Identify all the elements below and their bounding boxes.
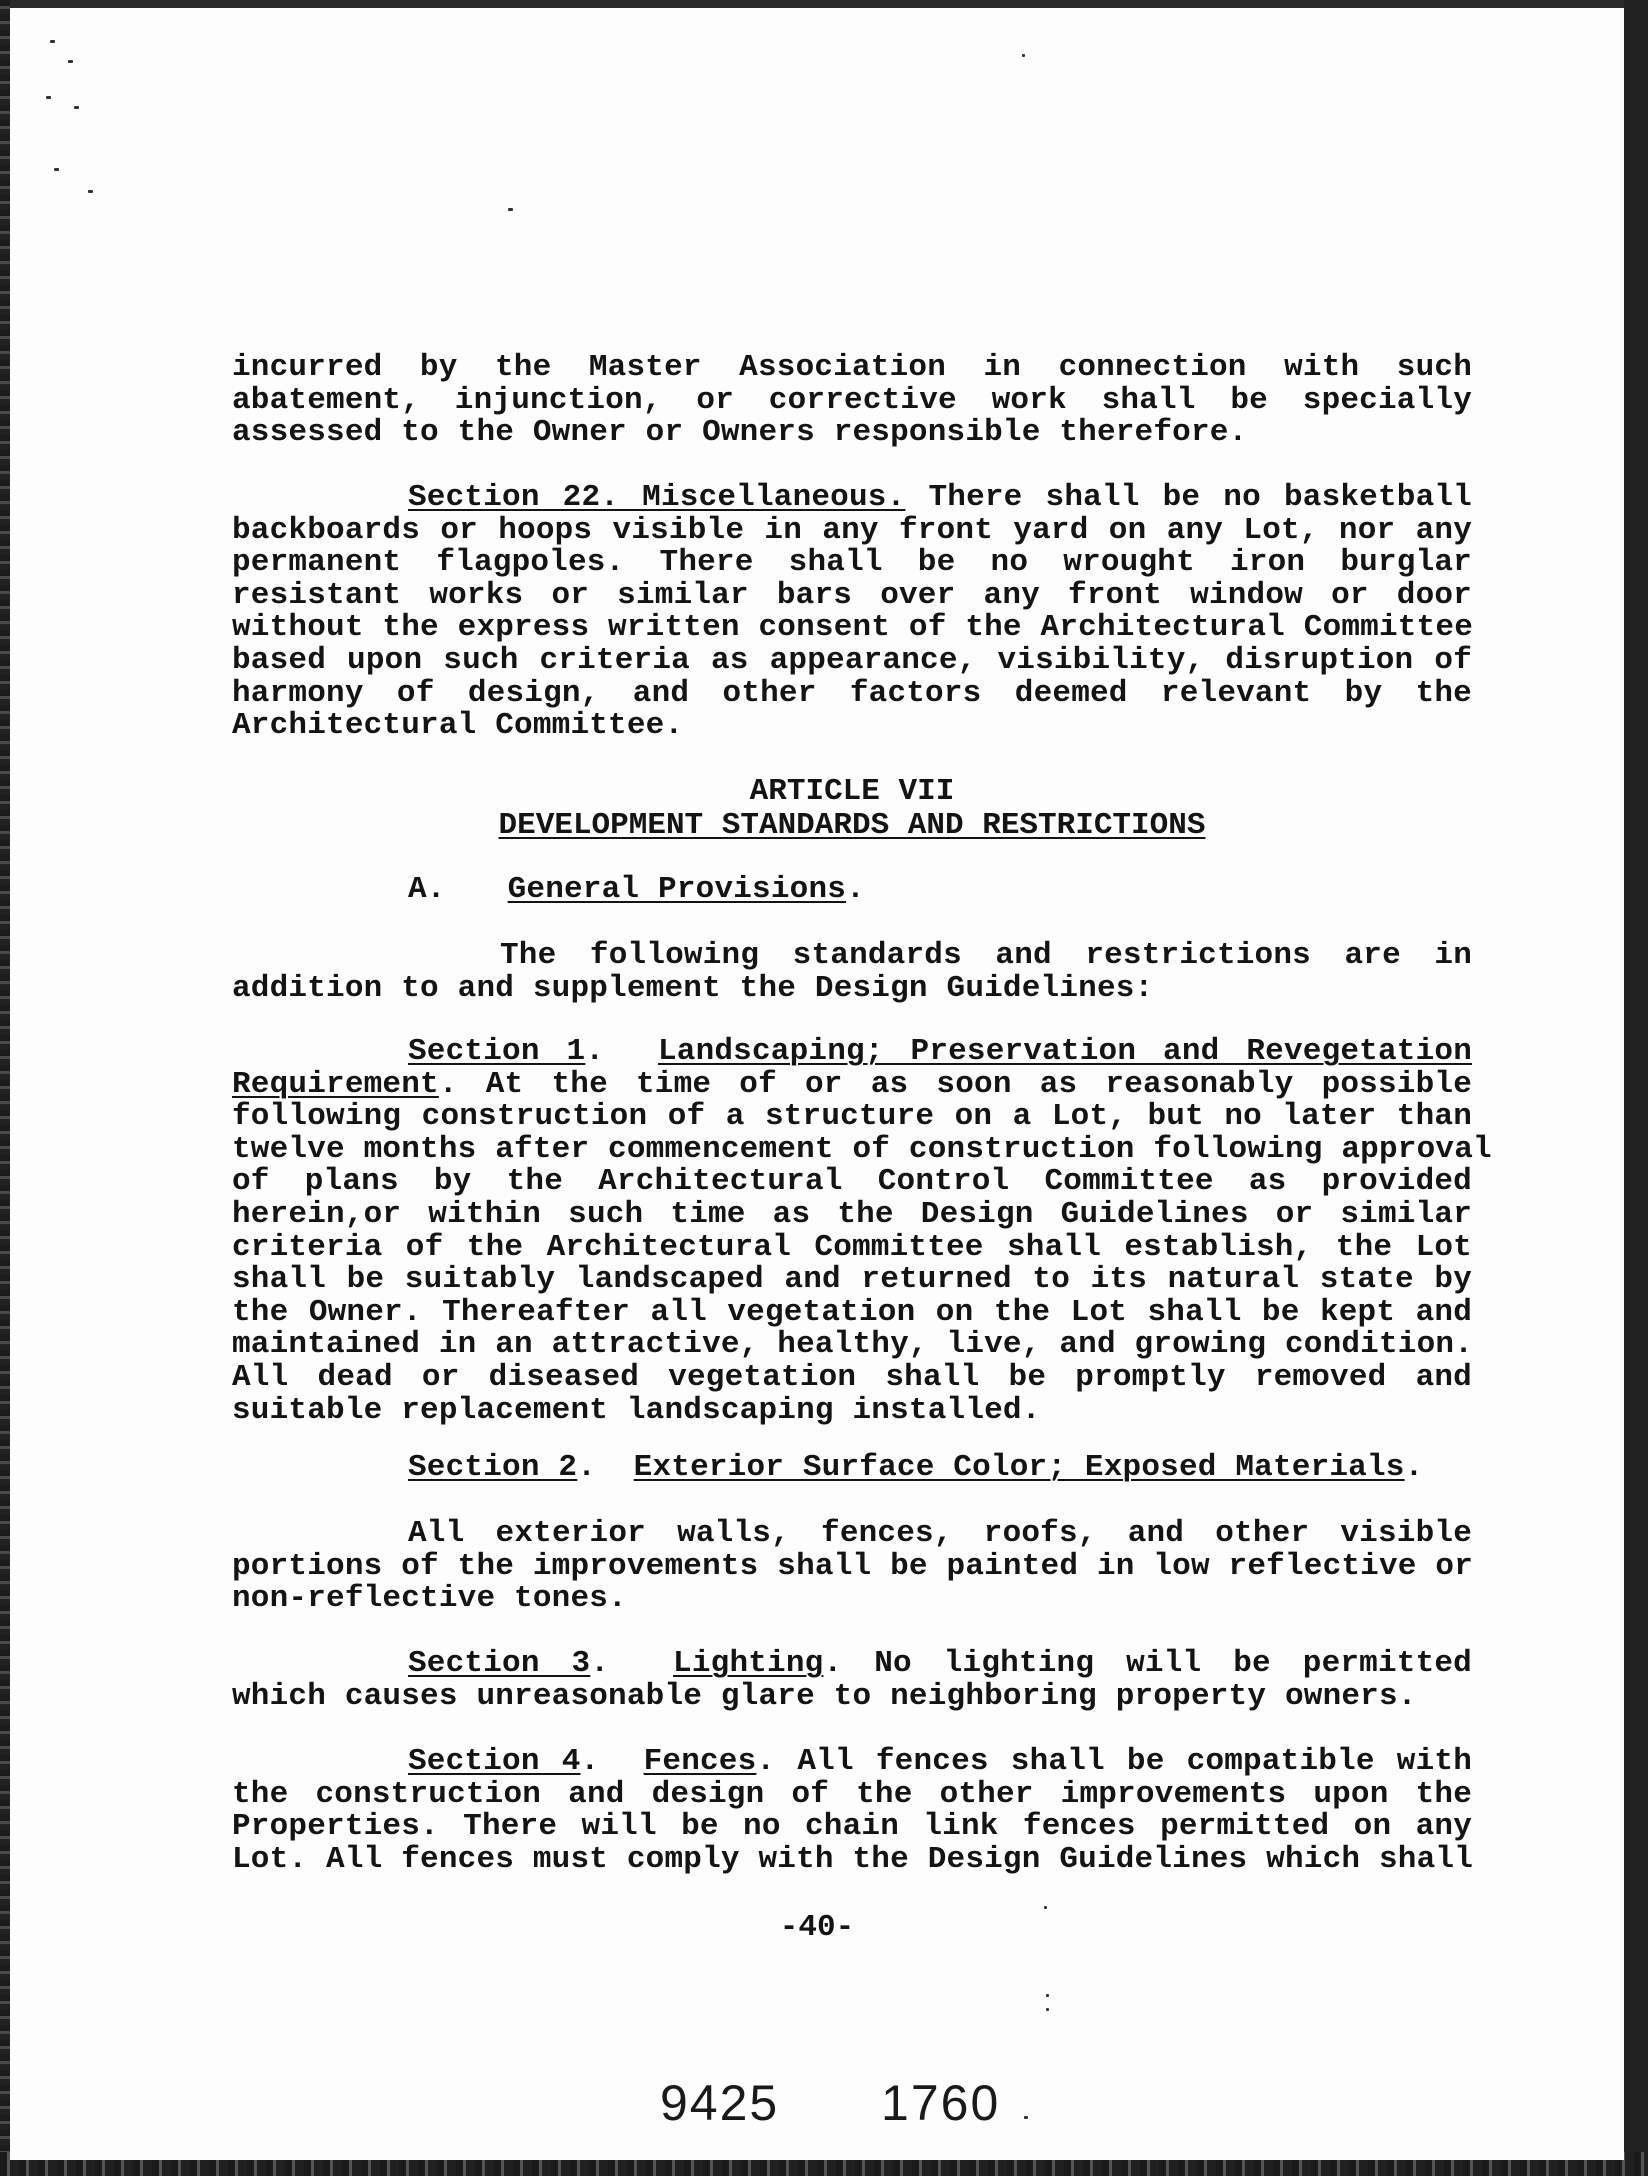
scan-speck [68, 60, 73, 63]
section-2-line: All exterior walls, fences, roofs, and other visible [408, 1516, 1472, 1551]
section-1-first-line [232, 1036, 1472, 1069]
section-22-line: without the express written consent of the Architectural Committee [232, 610, 1473, 646]
section-22-line: harmony of design, and other factors deemed relevant by the [232, 675, 1472, 711]
scan-edge-right [1624, 0, 1648, 2176]
section-22-line: backboards or hoops visible in any front yard on any Lot, nor any [232, 512, 1472, 548]
section-4-line: Lot. All fences must comply with the Design Guidelines which shall [232, 1841, 1473, 1877]
scan-speck [50, 40, 55, 43]
stamp-number-left: 9425 [660, 2075, 780, 2131]
section-2-title: Exterior Surface Color; Exposed Materials [633, 1450, 1405, 1485]
scan-edge-left [0, 0, 10, 2176]
section-22-heading: Section 22. Miscellaneous. [408, 480, 906, 515]
scan-speck [1022, 54, 1025, 57]
section-3-line: which causes unreasonable glare to neighboring property owners. [232, 1678, 1417, 1714]
section-3-label-punct: . [590, 1646, 610, 1681]
scan-speck [46, 96, 51, 99]
scan-speck [54, 168, 59, 171]
section-1-label: Section 1 [408, 1034, 586, 1069]
section-1-line: following construction of a structure on a Lot, but no later than [232, 1099, 1472, 1135]
section-22-first-line-text: There shall be no basketball [905, 480, 1472, 515]
section-3 [232, 1648, 1472, 1713]
section-22-line: resistant works or similar bars over any front window or door [232, 577, 1472, 613]
section-1-line: of plans by the Architectural Control Committee as provided [232, 1164, 1472, 1200]
section-22-first-line [232, 482, 1472, 515]
intro-line: incurred by the Master Association in connection with such [232, 350, 1472, 385]
section-1-label-punct: . [585, 1034, 605, 1069]
section-2-title-punct: . [1404, 1450, 1424, 1485]
section-2-line: non-reflective tones. [232, 1581, 627, 1617]
scan-speck [1024, 2116, 1028, 2119]
section-4-title: Fences [643, 1744, 757, 1779]
intro-line: assessed to the Owner or Owners responsible therefore. [232, 415, 1248, 451]
section-4-first-line [232, 1746, 1472, 1779]
document-stamp [660, 2074, 1000, 2132]
section-22-line: permanent flagpoles. There shall be no wrought iron burglar [232, 545, 1472, 581]
section-4-label-punct: . [580, 1744, 600, 1779]
scan-speck [74, 106, 79, 109]
section-4-first-line-text: . All fences shall be compatible with [756, 1744, 1472, 1779]
document-page [10, 8, 1624, 2160]
stamp-number-right: 1760 [881, 2075, 1001, 2131]
general-intro-line: The following standards and restrictions are in [500, 938, 1472, 973]
section-2-body [232, 1518, 1472, 1616]
section-1-second-line [232, 1066, 1472, 1102]
section-1-line: criteria of the Architectural Committee shall establish, the Lot [232, 1229, 1472, 1265]
general-intro [232, 940, 1472, 1005]
section-2-heading-line [232, 1452, 1472, 1485]
scan-speck [1044, 1906, 1047, 1909]
section-1-title: Landscaping; Preservation and Revegetation [657, 1034, 1473, 1069]
intro-paragraph [232, 352, 1472, 450]
subsection-a-punct: . [846, 872, 865, 907]
section-3-label: Section 3 [408, 1646, 591, 1681]
general-intro-line: addition to and supplement the Design Guidelines: [232, 970, 1154, 1006]
section-1 [232, 1034, 1492, 1428]
section-1-second-line-text: . At the time of or as soon as reasonably possible [438, 1066, 1472, 1102]
article-number: ARTICLE VII [749, 774, 955, 809]
subsection-a-title: General Provisions [507, 872, 847, 907]
scan-speck [1046, 1994, 1049, 1997]
section-1-line: the Owner. Thereafter all vegetation on the Lot shall be kept and [232, 1294, 1472, 1330]
section-22-line: based upon such criteria as appearance, visibility, disruption of [232, 642, 1472, 678]
section-4-line: the construction and design of the other improvements upon the [232, 1776, 1472, 1812]
section-2-label-punct: . [577, 1450, 597, 1485]
section-3-title: Lighting [673, 1646, 824, 1681]
subsection-a [408, 874, 1308, 907]
section-1-line: All dead or diseased vegetation shall be promptly removed and [232, 1359, 1472, 1395]
section-22 [232, 482, 1472, 743]
article-title-wrap [232, 810, 1472, 842]
subsection-a-letter: A. [408, 872, 446, 907]
section-2-line: portions of the improvements shall be painted in low reflective or [232, 1548, 1473, 1584]
section-1-line: shall be suitably landscaped and returned to its natural state by [232, 1262, 1472, 1298]
scan-speck [1046, 2008, 1049, 2011]
page-number: -40- [779, 1910, 855, 1945]
section-4-label: Section 4 [408, 1744, 581, 1779]
section-22-line: Architectural Committee. [232, 708, 684, 744]
section-1-line: twelve months after commencement of construction following approval [232, 1131, 1492, 1167]
intro-line: abatement, injunction, or corrective work shall be specially [232, 382, 1472, 418]
section-1-title-cont: Requirement [232, 1066, 439, 1102]
section-4 [232, 1746, 1472, 1876]
section-4-line: Properties. There will be no chain link fences permitted on any [232, 1809, 1472, 1845]
scan-speck [508, 208, 513, 211]
section-2-label: Section 2 [408, 1450, 578, 1485]
section-1-line: suitable replacement landscaping installed. [232, 1392, 1041, 1428]
section-1-line: maintained in an attractive, healthy, live, and growing condition. [232, 1327, 1473, 1363]
section-3-first-line [232, 1648, 1472, 1681]
section-1-line: herein,or within such time as the Design Guidelines or similar [232, 1196, 1472, 1232]
article-title: DEVELOPMENT STANDARDS AND RESTRICTIONS [498, 808, 1206, 843]
section-3-first-line-text: . No lighting will be permitted [823, 1646, 1472, 1681]
scan-speck [88, 190, 93, 193]
